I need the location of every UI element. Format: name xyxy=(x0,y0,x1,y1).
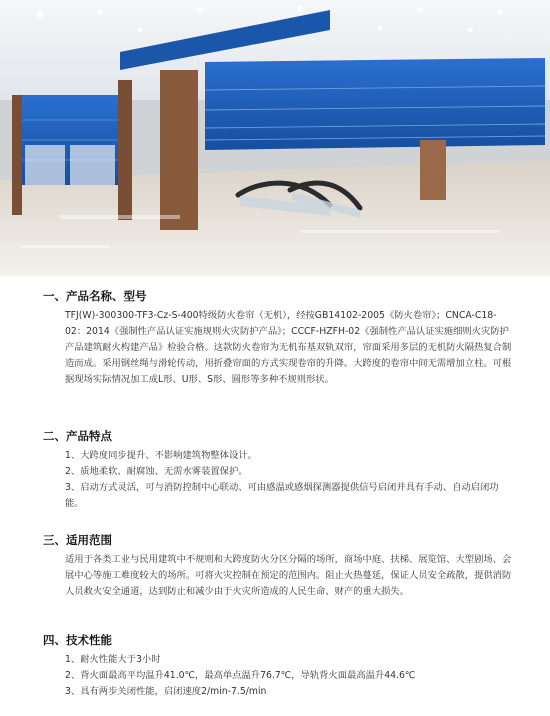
list-item: 1、耐火性能大于3小时 xyxy=(65,654,161,665)
mall-fire-curtain-photo xyxy=(0,0,550,276)
section-title: 一、产品名称、型号 xyxy=(43,289,147,303)
section-title: 二、产品特点 xyxy=(43,429,112,443)
section-product-name xyxy=(0,288,513,388)
section-paragraph: TFJ(W)-300300-TF3-Cz-S-400特级防火卷帘（无机），经按GB14102-2005《防火卷帘》；CNCA-C18-02：2014《强制性产品认证实施规则火灾防护产品》；CCCF-HZFH-02《强制性产品认证实施细则火灾防护产品建筑耐火构建产品》检验合格。这款防火卷帘为无机布基双轨双帘，帘面采用多层的无机防火隔热复合制造而成。采用钢丝绳与滑轮传动，用折叠帘面的方式实现卷帘的升降。大跨度的卷帘中间无需增加立柱。可根据现场实际情况加工成L形、U形、S形、圆形等多种不规则形状。 xyxy=(65,310,512,385)
photo-illustration xyxy=(0,0,550,276)
section-features xyxy=(0,428,513,512)
section-technical-performance xyxy=(0,632,513,700)
list-item: 2、背火面最高平均温升41.0℃，最高单点温升76.7℃，导轨背火面最高温升44.6℃ xyxy=(65,670,416,681)
list-item: 1、大跨度同步提升、不影响建筑物整体设计。 xyxy=(65,450,257,461)
section-title: 三、适用范围 xyxy=(43,533,112,547)
list-item: 2、质地柔软、耐腐蚀、无需水雾装置保护。 xyxy=(65,466,248,477)
section-application-scope xyxy=(0,532,513,600)
performance-list xyxy=(65,652,513,700)
section-paragraph: 适用于各类工业与民用建筑中不规则和大跨度防火分区分隔的场所，商场中庭、扶梯、展览馆、大型剧场、会展中心等施工难度较大的场所。可将火灾控制在预定的范围内。阻止火热蔓延，保证人员安全疏散，提供消防人员救火安全通道，达到防止和减少由于火灾所造成的人民生命、财产的重大损失。 xyxy=(65,554,512,597)
section-title: 四、技术性能 xyxy=(43,633,112,647)
list-item: 3、具有两步关闭性能，启闭速度2/min-7.5/min xyxy=(65,686,267,697)
list-item: 3、启动方式灵活，可与消防控制中心联动、可由感温或感烟探测器提供信号启闭并具有手动、自动启闭功能。 xyxy=(65,482,499,509)
feature-list xyxy=(65,448,513,512)
